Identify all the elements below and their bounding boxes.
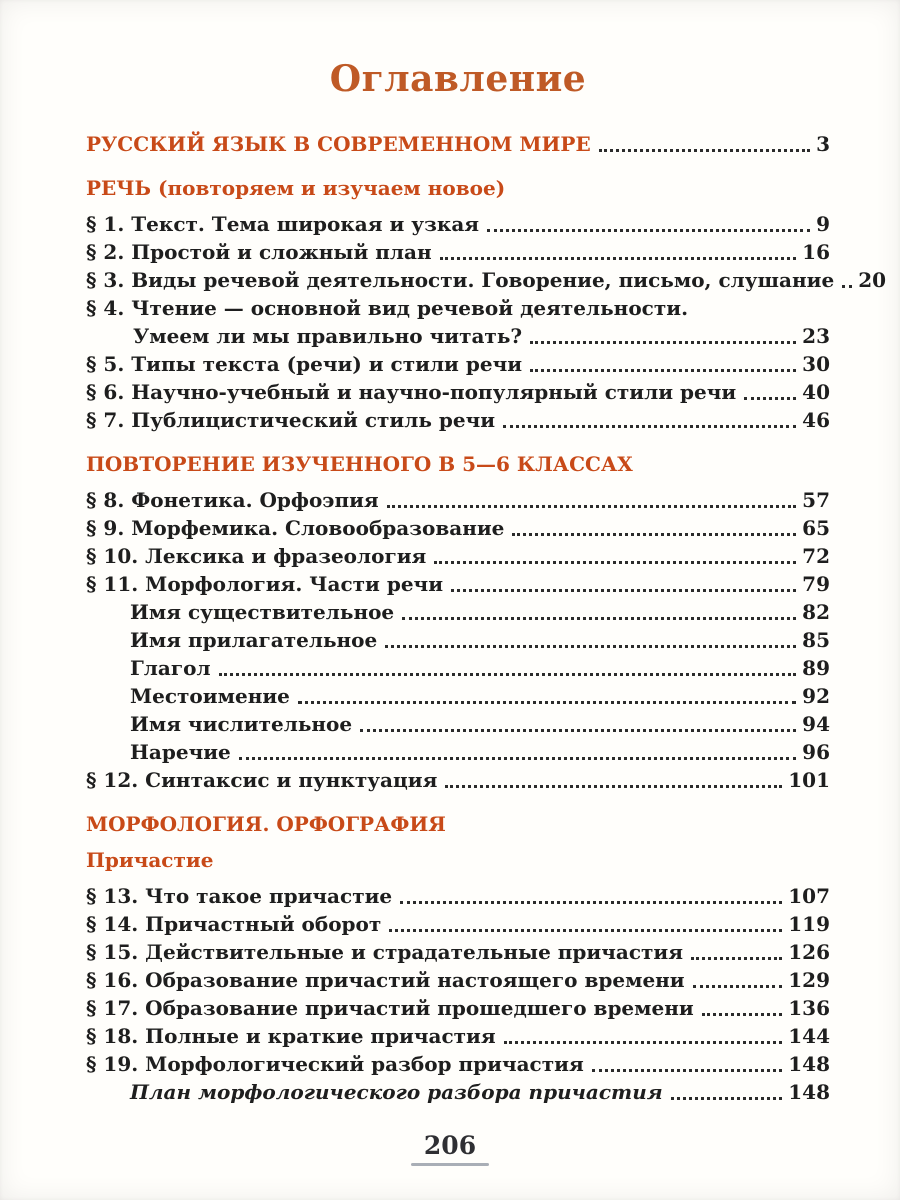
toc-entry	[86, 910, 830, 938]
toc-subentry	[86, 738, 830, 766]
toc-list	[86, 130, 887, 1106]
toc-page-number: 101	[788, 768, 830, 792]
toc-entry	[86, 350, 830, 378]
toc-label: Причастие	[86, 848, 214, 872]
toc-entry	[86, 294, 830, 322]
toc-page-number: 16	[802, 240, 830, 264]
toc-page-number: 89	[802, 656, 830, 680]
toc-label: § 19. Морфологический разбор причастия	[86, 1052, 584, 1076]
dot-leader	[402, 617, 796, 620]
toc-subentry	[86, 710, 830, 738]
toc-page-number: 129	[788, 968, 830, 992]
dot-leader	[592, 1069, 783, 1072]
toc-page-number: 46	[802, 408, 830, 432]
toc-entry	[86, 1050, 830, 1078]
dot-leader	[671, 1097, 783, 1100]
toc-label: § 11. Морфология. Части речи	[86, 572, 444, 596]
toc-label: § 16. Образование причастий настоящего времени	[86, 968, 685, 992]
toc-entry	[86, 1022, 830, 1050]
dot-leader	[693, 985, 783, 988]
toc-page-number: 72	[802, 544, 830, 568]
toc-page-number: 79	[802, 572, 830, 596]
toc-entry	[86, 938, 830, 966]
toc-label: § 17. Образование причастий прошедшего времени	[86, 996, 694, 1020]
toc-main-heading	[86, 130, 830, 158]
toc-label: § 15. Действительные и страдательные причастия	[86, 940, 683, 964]
toc-page-number: 126	[788, 940, 830, 964]
toc-page-number: 92	[802, 684, 830, 708]
dot-leader	[451, 589, 796, 592]
toc-label: § 9. Морфемика. Словообразование	[86, 516, 505, 540]
dot-leader	[512, 533, 796, 536]
toc-page-number: 30	[802, 352, 830, 376]
toc-entry	[86, 406, 830, 434]
toc-subentry	[86, 626, 830, 654]
toc-page-number: 94	[802, 712, 830, 736]
toc-entry	[86, 514, 830, 542]
page-number-underline	[411, 1163, 489, 1166]
toc-label: § 6. Научно-учебный и научно-популярный стили речи	[86, 380, 737, 404]
toc-page-number: 23	[802, 324, 830, 348]
toc-subentry	[86, 682, 830, 710]
dot-leader	[599, 149, 810, 152]
toc-label: § 18. Полные и краткие причастия	[86, 1024, 496, 1048]
dot-leader	[744, 397, 796, 400]
dot-leader	[239, 757, 796, 760]
dot-leader	[530, 341, 796, 344]
toc-page-number: 96	[802, 740, 830, 764]
toc-page-number: 82	[802, 600, 830, 624]
toc-page-number: 65	[802, 516, 830, 540]
toc-entry	[86, 542, 830, 570]
dot-leader	[842, 285, 852, 288]
dot-leader	[702, 1013, 783, 1016]
toc-label: § 8. Фонетика. Орфоэпия	[86, 488, 379, 512]
toc-page-number: 148	[788, 1080, 830, 1104]
toc-label: Глагол	[130, 656, 211, 680]
dot-leader	[440, 257, 797, 260]
dot-leader	[487, 229, 810, 232]
toc-label: § 2. Простой и сложный план	[86, 240, 432, 264]
dot-leader	[219, 673, 797, 676]
toc-label: § 1. Текст. Тема широкая и узкая	[86, 212, 480, 236]
dot-leader	[503, 425, 796, 428]
page-footer	[0, 1132, 900, 1166]
toc-section-heading	[86, 450, 830, 478]
toc-page-number: 144	[788, 1024, 830, 1048]
dot-leader	[434, 561, 796, 564]
toc-page-number: 148	[788, 1052, 830, 1076]
dot-leader	[400, 901, 782, 904]
toc-page-number: 40	[802, 380, 830, 404]
toc-label: § 7. Публицистический стиль речи	[86, 408, 496, 432]
toc-label: § 4. Чтение — основной вид речевой деятельности.	[86, 296, 689, 320]
toc-entry-continuation	[86, 322, 830, 350]
dot-leader	[360, 729, 796, 732]
toc-page-number: 136	[788, 996, 830, 1020]
toc-label: РЕЧЬ (повторяем и изучаем новое)	[86, 176, 506, 200]
toc-entry	[86, 882, 830, 910]
toc-subentry	[86, 598, 830, 626]
toc-entry	[86, 378, 830, 406]
toc-entry	[86, 766, 830, 794]
toc-label: МОРФОЛОГИЯ. ОРФОГРАФИЯ	[86, 812, 446, 836]
dot-leader	[385, 645, 796, 648]
toc-label: Умеем ли мы правильно читать?	[133, 324, 523, 348]
toc-label: Местоимение	[130, 684, 290, 708]
page-title: Оглавление	[329, 58, 587, 100]
toc-label: Имя числительное	[130, 712, 353, 736]
toc-page-number: 9	[816, 212, 830, 236]
dot-leader	[445, 785, 782, 788]
toc-label: Имя существительное	[130, 600, 395, 624]
toc-page-number: 85	[802, 628, 830, 652]
toc-label: ПОВТОРЕНИЕ ИЗУЧЕННОГО В 5—6 КЛАССАХ	[86, 452, 633, 476]
dot-leader	[530, 369, 796, 372]
toc-page-number: 119	[788, 912, 830, 936]
toc-label: План морфологического разбора причастия	[130, 1080, 663, 1104]
toc-label: § 5. Типы текста (речи) и стили речи	[86, 352, 523, 376]
dot-leader	[691, 957, 782, 960]
toc-label: Имя прилагательное	[130, 628, 378, 652]
toc-entry	[86, 994, 830, 1022]
toc-label: § 10. Лексика и фразеология	[86, 544, 427, 568]
toc-section-heading	[86, 174, 830, 202]
toc-page-number: 3	[816, 132, 830, 156]
toc-subsection-heading	[86, 846, 830, 874]
toc-page-number: 57	[802, 488, 830, 512]
toc-entry	[86, 210, 830, 238]
toc-subentry-italic	[86, 1078, 830, 1106]
toc-page-number: 107	[788, 884, 830, 908]
page-number: 206	[423, 1131, 477, 1160]
dot-leader	[389, 929, 782, 932]
toc-section-heading	[86, 810, 830, 838]
toc-entry	[86, 570, 830, 598]
toc-label: РУССКИЙ ЯЗЫК В СОВРЕМЕННОМ МИРЕ	[86, 132, 591, 156]
toc-label: § 14. Причастный оборот	[86, 912, 382, 936]
toc-entry	[86, 486, 830, 514]
dot-leader	[504, 1041, 783, 1044]
dot-leader	[387, 505, 796, 508]
toc-entry	[86, 238, 830, 266]
toc-subentry	[86, 654, 830, 682]
dot-leader	[298, 701, 796, 704]
toc-label: § 12. Синтаксис и пунктуация	[86, 768, 438, 792]
toc-entry	[86, 966, 830, 994]
toc-page-number: 20	[858, 268, 887, 292]
toc-entry	[86, 266, 887, 294]
toc-label: § 13. Что такое причастие	[86, 884, 393, 908]
toc-label: Наречие	[130, 740, 231, 764]
toc-label: § 3. Виды речевой деятельности. Говорение, письмо, слушание	[86, 268, 835, 292]
